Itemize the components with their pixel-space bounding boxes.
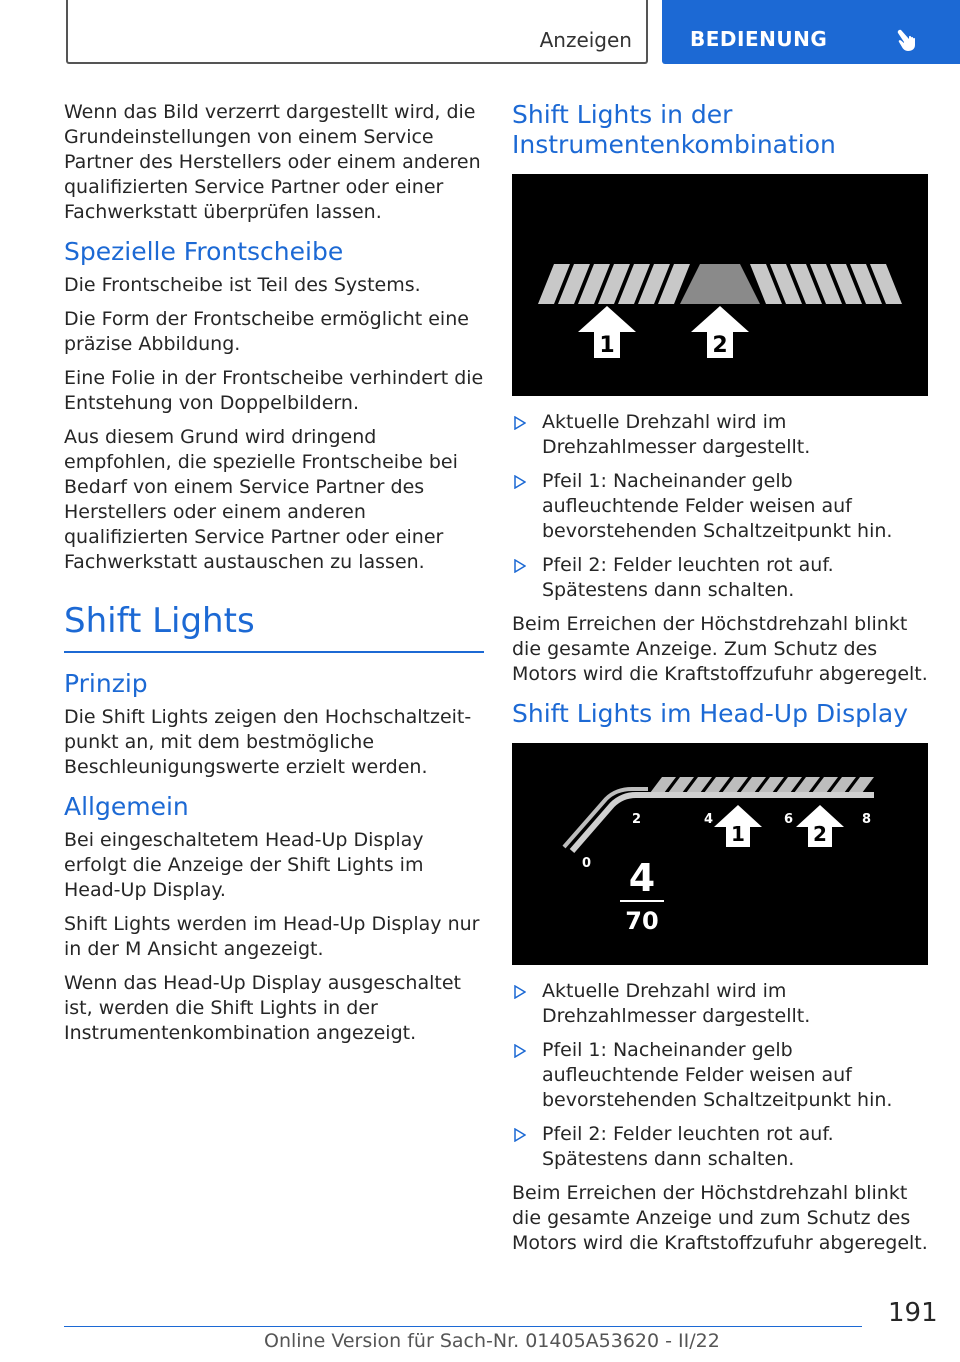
intro-paragraph: Wenn das Bild verzerrt dargestellt wird, die Grundeinstellungen von einem Service Partner des Herstellers oder einem anderen qualifizierten Service Partner oder einer Fachwerkstatt überprüfen lassen. xyxy=(64,101,481,223)
triangle-bullet-icon xyxy=(514,559,526,573)
bullet-list-instrument xyxy=(512,410,932,603)
list-item: Pfeil 1: Nacheinander gelb aufleuchtende Felder weisen auf bevorstehenden Schaltzeitpunkt hin. xyxy=(512,1038,932,1113)
triangle-bullet-icon xyxy=(514,1044,526,1058)
instrument-cluster-figure xyxy=(512,174,928,396)
triangle-bullet-icon xyxy=(514,985,526,999)
paragraph: Aus diesem Grund wird dringend empfohlen, die spezielle Frontscheibe bei Bedarf von einem Service Partner des Herstellers oder einem anderen qualifizierten Service Partner oder einer Fachwerkstatt austauschen zu lassen. xyxy=(64,426,458,573)
chapter-tab xyxy=(662,0,960,64)
heading-instrumentenkombination: Shift Lights in der Instrumentenkombination xyxy=(512,100,836,159)
arrow-1-label: 1 xyxy=(731,822,745,846)
heading-head-up-display: Shift Lights im Head-Up Display xyxy=(512,699,909,728)
gear-indicator: 4 xyxy=(628,856,656,900)
list-item: Pfeil 2: Felder leuchten rot auf. Spätestens dann schalten. xyxy=(512,553,932,603)
shift-lights-cluster-illustration xyxy=(512,174,928,396)
list-item: Aktuelle Drehzahl wird im Drehzahlmesser dargestellt. xyxy=(512,979,932,1029)
head-up-display-figure xyxy=(512,743,928,965)
right-column xyxy=(512,100,932,1265)
triangle-bullet-icon xyxy=(514,475,526,489)
speed-indicator: 70 xyxy=(625,907,659,935)
paragraph: Bei eingeschaltetem Head-Up Display erfolgt die Anzeige der Shift Lights im Head-Up Display. xyxy=(64,829,424,901)
paragraph: Die Form der Frontscheibe ermöglicht eine präzise Abbildung. xyxy=(64,308,469,355)
heading-shift-lights: Shift Lights xyxy=(64,601,484,653)
arrow-2-label: 2 xyxy=(712,333,728,358)
section-tab xyxy=(66,0,648,64)
list-item: Pfeil 2: Felder leuchten rot auf. Spätestens dann schalten. xyxy=(512,1122,932,1172)
chapter-label: BEDIENUNG xyxy=(690,27,828,51)
section-label: Anzeigen xyxy=(539,28,632,52)
heading-spezielle-frontscheibe: Spezielle Frontscheibe xyxy=(64,237,344,266)
tick-4-label: 4 xyxy=(704,812,714,827)
gear-divider xyxy=(620,900,664,902)
pointing-hand-icon xyxy=(896,26,922,52)
tick-6-label: 6 xyxy=(784,812,794,827)
paragraph: Eine Folie in der Frontscheibe verhindert die Entstehung von Doppelbildern. xyxy=(64,367,484,414)
triangle-bullet-icon xyxy=(514,416,526,430)
heading-prinzip: Prinzip xyxy=(64,669,148,698)
shift-lights-hud-illustration xyxy=(512,743,928,965)
footer-divider xyxy=(64,1326,862,1327)
paragraph: Die Shift Lights zeigen den Hochschaltzeitpunkt an, mit dem bestmögliche Beschleunigungswerte erzielt werden. xyxy=(64,706,472,778)
triangle-bullet-icon xyxy=(514,1128,526,1142)
tick-0-label: 0 xyxy=(582,856,592,871)
list-item: Pfeil 1: Nacheinander gelb aufleuchtende Felder weisen auf bevorstehenden Schaltzeitpunkt hin. xyxy=(512,469,932,544)
left-column xyxy=(64,100,484,1055)
tick-8-label: 8 xyxy=(862,812,872,827)
footer-text: Online Version für Sach-Nr. 01405A53620 - II/22 xyxy=(264,1330,720,1352)
paragraph: Beim Erreichen der Höchstdrehzahl blinkt die gesamte Anzeige. Zum Schutz des Motors wird die Kraftstoffzufuhr abgeregelt. xyxy=(512,613,928,685)
page-number: 191 xyxy=(888,1298,938,1328)
paragraph: Wenn das Head-Up Display ausgeschaltet ist, werden die Shift Lights in der Instrumentenkombination angezeigt. xyxy=(64,972,461,1044)
page-header xyxy=(66,0,960,64)
paragraph: Beim Erreichen der Höchstdrehzahl blinkt die gesamte Anzeige und zum Schutz des Motors wird die Kraftstoffzufuhr abgeregelt. xyxy=(512,1182,928,1254)
list-item: Aktuelle Drehzahl wird im Drehzahlmesser dargestellt. xyxy=(512,410,932,460)
paragraph: Shift Lights werden im Head-Up Display nur in der M Ansicht angezeigt. xyxy=(64,913,480,960)
tick-2-label: 2 xyxy=(632,812,642,827)
bullet-list-hud xyxy=(512,979,932,1172)
arrow-2-label: 2 xyxy=(813,822,827,846)
arrow-1-label: 1 xyxy=(599,333,615,358)
heading-allgemein: Allgemein xyxy=(64,792,189,821)
paragraph: Die Frontscheibe ist Teil des Systems. xyxy=(64,274,421,296)
